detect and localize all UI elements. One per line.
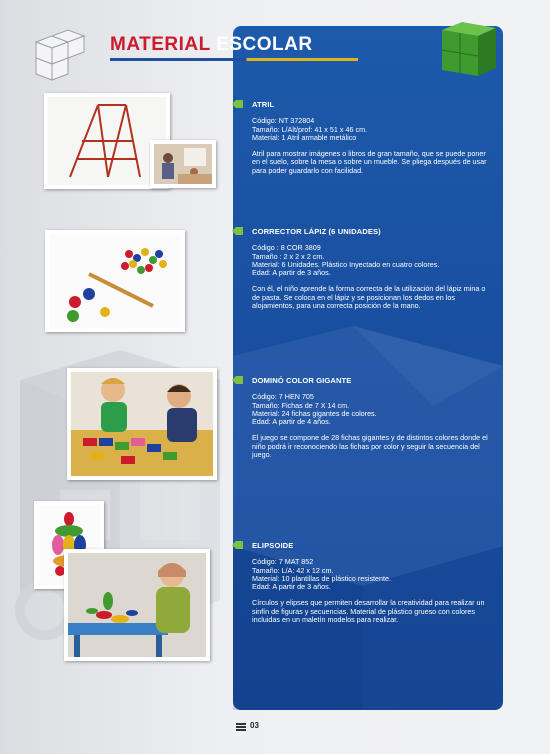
spec-line: Código: 7 MAT 852 bbox=[252, 557, 314, 567]
green-bullet-icon bbox=[232, 541, 243, 549]
spec-line: Tamaño: L/A: 42 x 12 cm. bbox=[252, 565, 334, 575]
green-cube-icon bbox=[438, 18, 500, 78]
section-description: Con él, el niño aprende la forma correcta de la utilización del lápiz mina o de pasta. Se coloca en el lápiz y se posicionan los dedos en los alojamientos, para una correcta posición de la mano. bbox=[252, 284, 486, 311]
ellipsoid-child-photo bbox=[64, 549, 210, 661]
section-heading: DOMINÓ COLOR GIGANTE bbox=[252, 376, 352, 385]
easel-classroom-photo bbox=[150, 140, 216, 188]
section-heading: ATRIL bbox=[252, 100, 275, 109]
spec-line: Edad: A partir de 4 años. bbox=[252, 417, 331, 427]
spec-line: Edad: A partir de 3 años. bbox=[252, 582, 331, 592]
spec-line: Material: 24 fichas gigantes de colores. bbox=[252, 408, 377, 418]
section-description: Círculos y elipses que permiten desarrollar la creatividad para realizar un sinfín de figuras y secuencias. Material de plástico grueso con colores incluidas en un maletín modelos para realizar. bbox=[252, 598, 485, 625]
cube-logo-icon bbox=[30, 28, 92, 86]
green-bullet-icon bbox=[232, 376, 243, 384]
spec-line: Edad: A partir de 3 años. bbox=[252, 268, 331, 278]
green-bullet-icon bbox=[232, 227, 243, 235]
spec-line: Tamaño: Fichas de 7 X 14 cm. bbox=[252, 400, 350, 410]
spec-line: Código: NT 372804 bbox=[252, 116, 315, 126]
spec-line: Código : 8 COR 3809 bbox=[252, 243, 321, 253]
spec-line: Material: 6 Unidades. Plástico Inyectado en cuatro colores. bbox=[252, 259, 440, 269]
spec-line: Material: 1 Atril armable metálico bbox=[252, 132, 357, 142]
spec-line: Código: 7 HEN 705 bbox=[252, 392, 314, 402]
page-number-bars-icon bbox=[236, 723, 246, 731]
section-domino-color-gigante bbox=[252, 377, 492, 459]
page-title bbox=[110, 34, 313, 56]
section-description: El juego se compone de 28 fichas gigantes y de distintos colores donde el niño podrá ir reconociendo las fichas por color y seguir la secuencia del juego. bbox=[252, 433, 488, 460]
section-heading: ELIPSOIDE bbox=[252, 541, 294, 550]
title-underline bbox=[110, 58, 358, 61]
green-bullet-icon bbox=[232, 100, 243, 108]
section-atril bbox=[252, 101, 492, 175]
title-part-material: MATERIAL bbox=[110, 34, 211, 55]
domino-game-photo bbox=[67, 368, 217, 480]
spec-line: Tamaño: L/Alt/prof: 41 x 51 x 46 cm. bbox=[252, 124, 368, 134]
spec-line: Tamaño : 2 x 2 x 2 cm. bbox=[252, 251, 325, 261]
page-number bbox=[236, 720, 276, 734]
section-description: Atril para mostrar imágenes o libros de gran tamaño, que se puede poner en el suelo, sobre la mesa o sobre un mueble. Se pliega después de usar para poder guardarlo con facilidad. bbox=[252, 149, 487, 175]
section-heading: CORRECTOR LÁPIZ (6 UNIDADES) bbox=[252, 227, 381, 236]
pencil-grip-photo bbox=[45, 230, 185, 332]
section-corrector-lapiz bbox=[252, 228, 492, 310]
section-elipsoide bbox=[252, 542, 492, 624]
spec-line: Material: 10 plantillas de plástico resistente. bbox=[252, 573, 392, 583]
title-part-escolar: ESCOLAR bbox=[216, 34, 313, 55]
page-number-text: 03 bbox=[250, 721, 259, 730]
